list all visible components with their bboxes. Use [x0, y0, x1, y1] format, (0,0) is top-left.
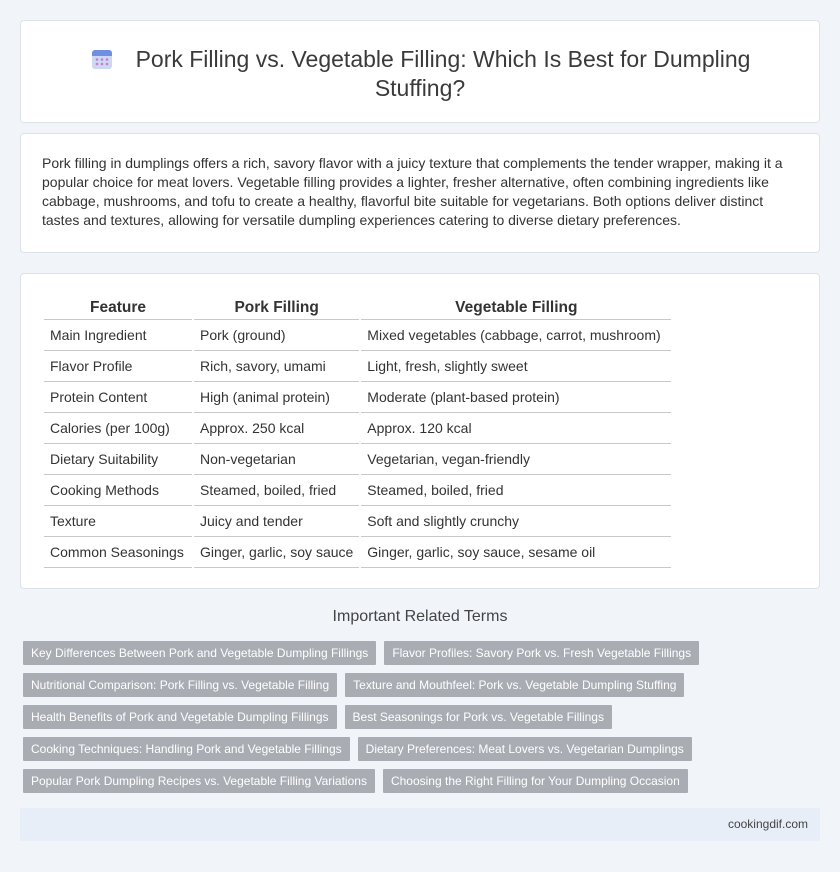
table-row — [44, 537, 671, 568]
feature-cell: Common Seasonings — [44, 537, 192, 568]
pork-cell: Rich, savory, umami — [194, 351, 359, 382]
feature-cell: Calories (per 100g) — [44, 413, 192, 444]
table-row — [44, 351, 671, 382]
feature-cell: Texture — [44, 506, 192, 537]
tag-row — [23, 673, 813, 697]
feature-cell: Dietary Suitability — [44, 444, 192, 475]
related-term-link[interactable]: Best Seasonings for Pork vs. Vegetable Fillings — [345, 705, 612, 729]
related-term-link[interactable]: Choosing the Right Filling for Your Dumpling Occasion — [383, 769, 688, 793]
related-term-link[interactable]: Health Benefits of Pork and Vegetable Dumpling Fillings — [23, 705, 337, 729]
tag-row — [23, 769, 813, 793]
vegetable-cell: Moderate (plant-based protein) — [361, 382, 671, 413]
vegetable-cell: Ginger, garlic, soy sauce, sesame oil — [361, 537, 671, 568]
table-row — [44, 320, 671, 351]
pork-cell: Steamed, boiled, fried — [194, 475, 359, 506]
related-term-link[interactable]: Texture and Mouthfeel: Pork vs. Vegetable Dumpling Stuffing — [345, 673, 684, 697]
vegetable-cell: Mixed vegetables (cabbage, carrot, mushroom) — [361, 320, 671, 351]
tag-row — [23, 705, 813, 729]
table-row — [44, 382, 671, 413]
related-term-link[interactable]: Cooking Techniques: Handling Pork and Vegetable Fillings — [23, 737, 350, 761]
page-title: Pork Filling vs. Vegetable Filling: Which Is Best for Dumpling Stuffing? — [135, 46, 751, 101]
table-row — [44, 506, 671, 537]
related-term-link[interactable]: Popular Pork Dumpling Recipes vs. Vegetable Filling Variations — [23, 769, 375, 793]
vegetable-cell: Light, fresh, slightly sweet — [361, 351, 671, 382]
calendar-icon — [90, 47, 114, 71]
feature-cell: Cooking Methods — [44, 475, 192, 506]
pork-cell: Non-vegetarian — [194, 444, 359, 475]
tag-row — [23, 737, 813, 761]
vegetable-cell: Approx. 120 kcal — [361, 413, 671, 444]
comparison-table — [42, 296, 673, 568]
pork-cell: Ginger, garlic, soy sauce — [194, 537, 359, 568]
intro-card — [20, 133, 820, 253]
table-row — [44, 413, 671, 444]
related-term-link[interactable]: Key Differences Between Pork and Vegetable Dumpling Fillings — [23, 641, 376, 665]
intro-paragraph: Pork filling in dumplings offers a rich, savory flavor with a juicy texture that complements the tender wrapper, making it a popular choice for meat lovers. Vegetable filling provides a lighter, fresher alternative, often combining ingredients like cabbage, mushrooms, and tofu to create a healthy, flavorful bite suitable for vegetarians. Both options deliver distinct tastes and textures, allowing for versatile dumpling experiences catering to diverse dietary preferences. — [42, 155, 783, 228]
pork-cell: Approx. 250 kcal — [194, 413, 359, 444]
tag-row — [23, 641, 813, 665]
related-terms-list — [23, 641, 813, 801]
header-vegetable: Vegetable Filling — [361, 296, 671, 320]
related-term-link[interactable]: Flavor Profiles: Savory Pork vs. Fresh Vegetable Fillings — [384, 641, 699, 665]
related-term-link[interactable]: Dietary Preferences: Meat Lovers vs. Vegetarian Dumplings — [358, 737, 692, 761]
related-terms-heading: Important Related Terms — [332, 608, 508, 625]
table-header-row — [44, 296, 671, 320]
header-pork: Pork Filling — [194, 296, 359, 320]
footer-site-link[interactable]: cookingdif.com — [727, 817, 808, 831]
header-card — [20, 20, 820, 123]
feature-cell: Flavor Profile — [44, 351, 192, 382]
pork-cell: Pork (ground) — [194, 320, 359, 351]
feature-cell: Protein Content — [44, 382, 192, 413]
comparison-card — [20, 273, 820, 589]
pork-cell: High (animal protein) — [194, 382, 359, 413]
table-row — [44, 475, 671, 506]
pork-cell: Juicy and tender — [194, 506, 359, 537]
vegetable-cell: Steamed, boiled, fried — [361, 475, 671, 506]
footer — [20, 808, 820, 841]
page-title-wrap — [21, 45, 819, 103]
related-term-link[interactable]: Nutritional Comparison: Pork Filling vs. Vegetable Filling — [23, 673, 337, 697]
header-feature: Feature — [44, 296, 192, 320]
table-row — [44, 444, 671, 475]
vegetable-cell: Vegetarian, vegan-friendly — [361, 444, 671, 475]
feature-cell: Main Ingredient — [44, 320, 192, 351]
vegetable-cell: Soft and slightly crunchy — [361, 506, 671, 537]
